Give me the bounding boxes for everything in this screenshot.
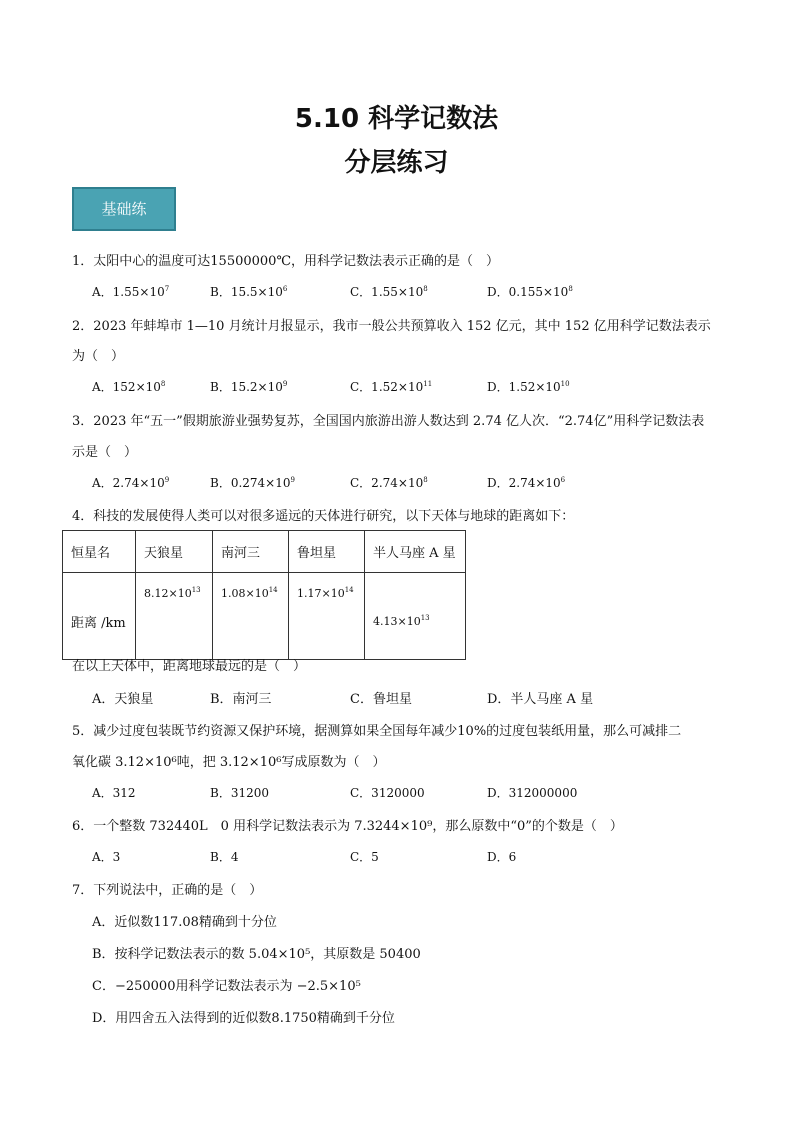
page-title: 5.10 科学记数法 [294,104,499,134]
question-6-stem: 6．一个整数 732440L 0 用科学记数法表示为 7.3244×10⁹，那么原数中“0”的个数是（ ） [72,819,623,834]
table-header-cell: 半人马座 A 星 [365,531,466,573]
q7-option-b[interactable]: B．按科学记数法表示的数 5.04×10⁵，其原数是 50400 [92,947,421,962]
q4-option-d[interactable]: D．半人马座 A 星 [487,692,594,707]
q2-option-b[interactable]: B．$15.2\times 10^9$ [210,380,288,394]
question-3-stem: 3．2023 年“五一”假期旅游业强势复苏，全国国内旅游出游人数达到 2.74 亿人次．“2.74亿”用科学记数法表 [72,414,705,429]
q7-option-c[interactable]: C．−250000用科学记数法表示为 −2.5×10⁵ [92,979,361,994]
q5-option-b[interactable]: B．31200 [210,786,269,800]
q3-option-d[interactable]: D．$2.74\times 10^6$ [487,476,566,490]
q1-option-a[interactable]: A．$1.55\times 10^7$ [92,285,170,299]
q1-option-c[interactable]: C．$1.55\times 10^8$ [350,285,428,299]
table-cell: $8.12\times 10^{13}$ [136,573,213,660]
table-cell: $1.08\times 10^{14}$ [213,573,289,660]
table-row [63,573,466,660]
q4-option-a[interactable]: A．天狼星 [92,692,154,707]
question-5-stem: 5．减少过度包装既节约资源又保护环境，据测算如果全国每年减少10%的过度包装纸用量，那么可减排二 [72,724,682,739]
question-5-stem-cont: 氧化碳 3.12×10⁶吨，把 3.12×10⁶写成原数为（ ） [72,755,386,770]
question-7-stem: 7．下列说法中，正确的是（ ） [72,883,263,898]
page-subtitle: 分层练习 [344,148,449,178]
q3-option-b[interactable]: B．$0.274\times 10^9$ [210,476,295,490]
question-4-stem: 4．科技的发展使得人类可以对很多遥远的天体进行研究，以下天体与地球的距离如下： [72,509,575,524]
q5-option-a[interactable]: A．312 [92,786,136,800]
q4-option-b[interactable]: B．南河三 [210,692,272,707]
table-header-cell: 恒星名 [63,531,136,573]
q3-option-a[interactable]: A．$2.74\times 10^9$ [92,476,170,490]
q7-option-a[interactable]: A．近似数117.08精确到十分位 [92,915,277,930]
table-header-row [63,531,466,573]
table-header-cell: 天狼星 [136,531,213,573]
table-header-cell: 鲁坦星 [289,531,365,573]
q2-option-d[interactable]: D．$1.52\times 10^{10}$ [487,380,570,394]
q3-option-c[interactable]: C．$2.74\times 10^8$ [350,476,428,490]
question-3-stem-cont: 示是（ ） [72,445,138,460]
star-distance-table [62,530,466,660]
q2-option-c[interactable]: C．$1.52\times 10^{11}$ [350,380,433,394]
q5-option-c[interactable]: C．3120000 [350,786,425,800]
table-cell: $1.17\times 10^{14}$ [289,573,365,660]
question-1-stem: 1．太阳中心的温度可达15500000℃，用科学记数法表示正确的是（ ） [72,254,499,269]
q6-option-c[interactable]: C．5 [350,850,379,864]
q5-option-d[interactable]: D．312000000 [487,786,578,800]
q2-option-a[interactable]: A．$152\times 10^8$ [92,380,166,394]
table-header-cell: 南河三 [213,531,289,573]
q7-option-d[interactable]: D．用四舍五入法得到的近似数8.1750精确到千分位 [92,1011,395,1026]
q6-option-d[interactable]: D．6 [487,850,517,864]
table-row-label: 距离 /km [63,573,136,660]
question-2-stem-cont: 为（ ） [72,349,125,364]
table-cell: $4.13\times 10^{13}$ [365,573,466,660]
section-badge: 基础练 [72,187,176,231]
q6-option-b[interactable]: B．4 [210,850,239,864]
q6-option-a[interactable]: A．3 [92,850,121,864]
question-4-prompt: 在以上天体中，距离地球最远的是（ ） [72,659,307,674]
q1-option-b[interactable]: B．$15.5\times 10^6$ [210,285,288,299]
question-2-stem: 2．2023 年蚌埠市 1—10 月统计月报显示，我市一般公共预算收入 152 亿元，其中 152 亿用科学记数法表示 [72,319,711,334]
q1-option-d[interactable]: D．$0.155\times 10^8$ [487,285,573,299]
q4-option-c[interactable]: C．鲁坦星 [350,692,412,707]
